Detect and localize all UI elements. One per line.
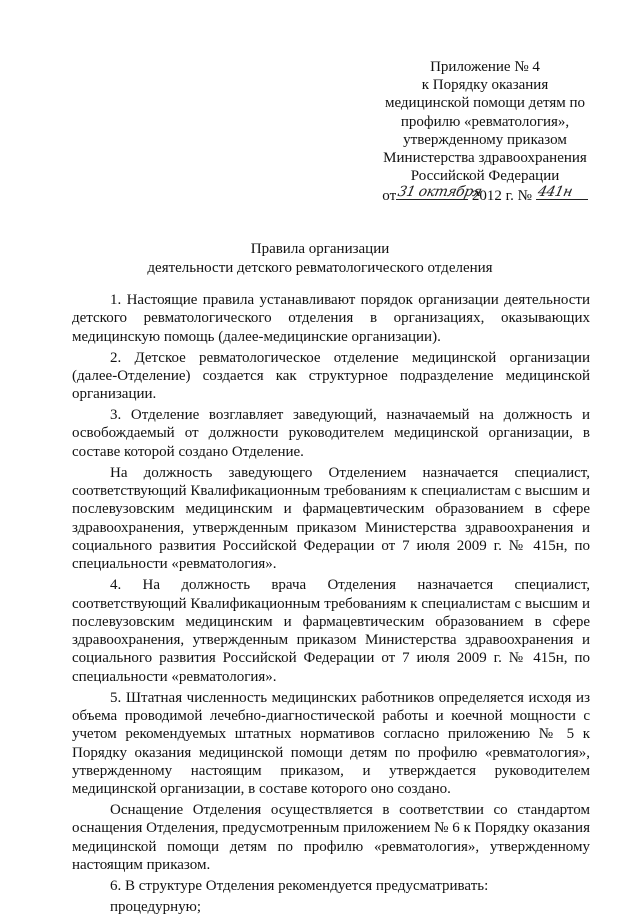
appendix-line: медицинской помощи детям по: [384, 95, 586, 112]
paragraph-3: 3. Отделение возглавляет заведующий, назначаемый на должность и освобождаемый от должности руководителем медицинской организации, в составе которой создано Отделение.: [72, 407, 590, 460]
document-body: [72, 291, 590, 919]
appendix-line: Российской Федерации: [410, 168, 560, 185]
paragraph-1: 1. Настоящие правила устанавливают порядок организации деятельности детского ревматологического отделения в организациях, оказывающих медицинскую помощь (далее-медицинские организации).: [72, 292, 590, 345]
order-date-line: [360, 185, 610, 205]
appendix-line: утвержденному приказом: [403, 131, 567, 148]
paragraph-4: На должность заведующего Отделением назначается специалист, соответствующий Квалификационным требованиям к специалистам с высшим и послевузовским медицинским и фармацевтическим образованием в сфере здравоохранения, утвержденным приказом Министерства здравоохранения и социального развития Российской Федерации от 7 июля 2009 г. № 415н, по специальности «ревматология».: [72, 464, 590, 573]
date-prefix: от: [382, 188, 397, 205]
paragraph-5: 4. На должность врача Отделения назначается специалист, соответствующий Квалификационным требованиям к специалистам с высшим и послевузовским медицинским и фармацевтическим образованием в сфере здравоохранения, утвержденным приказом Министерства здравоохранения и социального развития Российской Федерации от 7 июля 2009 г. № 415н, по специальности «ревматология».: [72, 577, 590, 685]
paragraph-9: процедурную;: [110, 899, 202, 915]
appendix-line: профилю «ревматология»,: [400, 113, 570, 130]
appendix-line: к Порядку оказания: [421, 77, 549, 94]
handwritten-order-number-text: 441н: [536, 184, 574, 201]
paragraph-2: 2. Детское ревматологическое отделение медицинской организации (далее-Отделение) создается как структурное подразделение медицинской организации.: [72, 349, 590, 403]
document-title: Правила организации: [250, 241, 390, 257]
document-subtitle: деятельности детского ревматологического отделения: [147, 260, 493, 276]
appendix-line: Министерства здравоохранения: [383, 150, 587, 167]
appendix-header: [360, 58, 610, 206]
paragraph-6: 5. Штатная численность медицинских работников определяется исходя из объема проводимой лечебно-диагностической работы и коечной мощности с учетом рекомендуемых штатных нормативов согласно приложению № 5 к Порядку оказания медицинской помощи детям по профилю «ревматология», утвержденному настоящим приказом, и утверждается руководителем медицинской организации, в составе которого оно создано.: [72, 689, 590, 798]
appendix-number: Приложение № 4: [430, 59, 540, 75]
handwritten-date-text: 31 октября: [396, 184, 484, 201]
date-year: 2012 г. №: [471, 188, 532, 205]
handwritten-date: [396, 184, 484, 201]
handwritten-order-number: [536, 185, 588, 200]
paragraph-7: Оснащение Отделения осуществляется в соответствии со стандартом оснащения Отделения, предусмотренным приложением № 6 к Порядку оказания медицинской помощи детям по профилю «ревматология», утвержденному настоящим приказом.: [72, 802, 590, 874]
paragraph-8: 6. В структуре Отделения рекомендуется предусматривать:: [110, 878, 489, 895]
